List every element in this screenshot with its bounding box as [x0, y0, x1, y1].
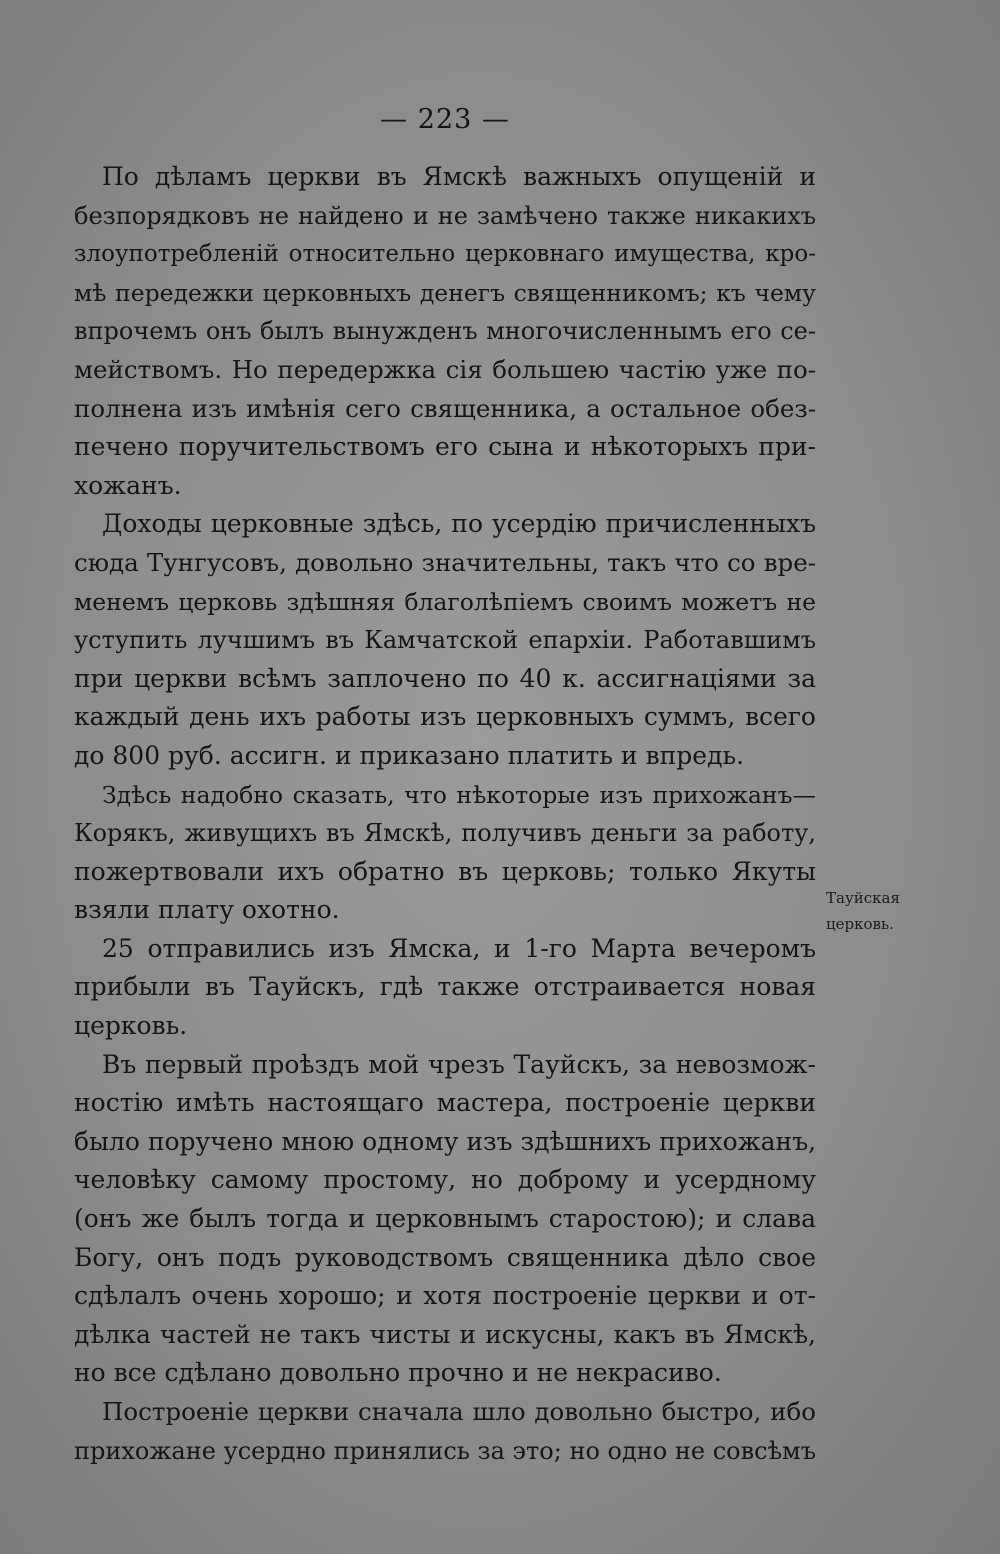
text-line: прихожане усердно принялись за это; но одно не совсѣмъ — [74, 1436, 816, 1465]
text-line: ностію имѣть настоящаго мастера, построеніе церкви — [74, 1088, 816, 1118]
text-line: Въ первый проѣздъ мой чрезъ Тауйскъ, за невозмож- — [102, 1049, 816, 1079]
text-line: уступить лучшимъ въ Камчатской епархіи. Работавшимъ — [74, 626, 816, 655]
text-line: хожанъ. — [74, 470, 182, 500]
text-line: Построеніе церкви сначала шло довольно быстро, ибо — [102, 1397, 816, 1426]
text-line: злоупотребленій относительно церковнаго имущества, кро- — [74, 241, 816, 268]
text-line: печено поручительствомъ его сына и нѣкоторыхъ при- — [74, 432, 816, 462]
text-line: безпорядковъ не найдено и не замѣчено также никакихъ — [74, 201, 816, 230]
text-line: Корякъ, живущихъ въ Ямскѣ, получивъ деньги за работу, — [74, 819, 816, 848]
text-line: при церкви всѣмъ заплочено по 40 к. ассигнаціями за — [74, 663, 816, 693]
text-line: каждый день ихъ работы изъ церковныхъ суммъ, всего — [74, 702, 816, 732]
text-line: церковь. — [74, 1011, 188, 1041]
body-text — [74, 158, 816, 1470]
page-number: — 223 — — [380, 104, 510, 135]
text-line: дѣлка частей не такъ чисты и искусны, какъ въ Ямскѣ, — [74, 1319, 816, 1349]
text-line: Богу, онъ подъ руководствомъ священника дѣло свое — [74, 1242, 816, 1272]
text-line: 25 отправились изъ Ямска, и 1-го Марта вечеромъ — [102, 933, 816, 963]
text-line: По дѣламъ церкви въ Ямскѣ важныхъ опущеній и — [102, 162, 816, 191]
text-line: менемъ церковь здѣшняя благолѣпіемъ своимъ можетъ не — [74, 587, 816, 616]
text-line: человѣку самому простому, но доброму и усердному — [74, 1165, 816, 1195]
text-line: сюда Тунгусовъ, довольно значительны, такъ что со вре- — [74, 547, 816, 577]
paragraph — [74, 930, 816, 1046]
text-line: пожертвовали ихъ обратно въ церковь; только Якуты — [74, 856, 816, 886]
text-line: но все сдѣлано довольно прочно и не некрасиво. — [74, 1358, 722, 1388]
text-line: взяли плату охотно. — [74, 895, 340, 925]
text-line: до 800 руб. ассигн. и приказано платить и впредь. — [74, 740, 745, 770]
text-line: (онъ же былъ тогда и церковнымъ старостою); и слава — [74, 1204, 816, 1234]
text-line: впрочемъ онъ былъ вынужденъ многочисленнымъ его се- — [74, 317, 816, 346]
text-line: сдѣлалъ очень хорошо; и хотя построеніе церкви и от- — [74, 1281, 816, 1311]
text-line: было поручено мною одному изъ здѣшнихъ прихожанъ, — [74, 1126, 817, 1156]
margin-note-line: Тауйская — [826, 889, 900, 907]
paragraph — [74, 158, 816, 505]
paragraph — [74, 1046, 816, 1393]
text-line: мѣ передежки церковныхъ денегъ священникомъ; къ чему — [74, 278, 816, 307]
text-line: прибыли въ Тауйскъ, гдѣ также отстраивается новая — [74, 972, 816, 1002]
margin-note — [826, 885, 900, 937]
paragraph — [74, 776, 816, 930]
paragraph — [74, 1393, 816, 1470]
text-line: полнена изъ имѣнія сего священника, а остальное обез- — [74, 393, 816, 423]
margin-note-line: церковь. — [826, 915, 894, 933]
text-line: Здѣсь надобно сказать, что нѣкоторые изъ прихожанъ— — [102, 780, 816, 809]
text-line: Доходы церковные здѣсь, по усердію причисленныхъ — [102, 509, 816, 539]
text-line: мействомъ. Но передержка сія большею частію уже по- — [74, 354, 816, 384]
paragraph — [74, 505, 816, 775]
